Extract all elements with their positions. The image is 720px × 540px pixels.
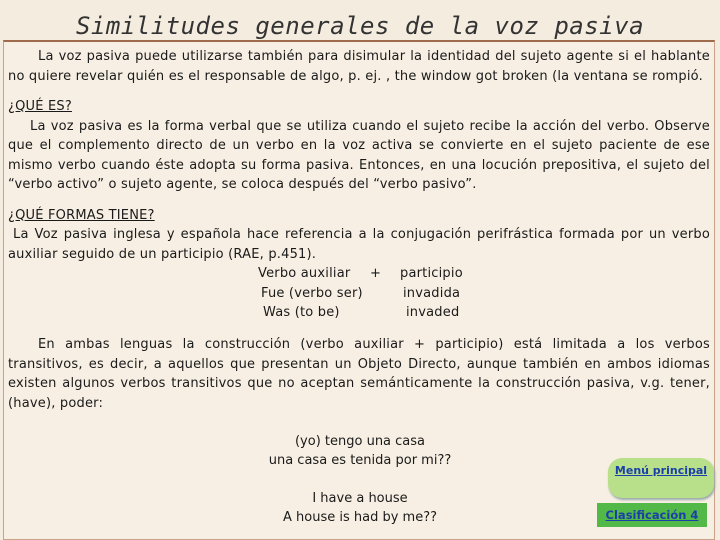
example-line: (yo) tengo una casa — [294, 434, 426, 449]
english-examples — [230, 489, 490, 527]
example-line: una casa es tenida por mi?? — [268, 453, 452, 468]
section-heading-que-es: ¿QUÉ ES? — [8, 99, 72, 114]
definition-paragraph: La voz pasiva es la forma verbal que se utiliza cuando el sujeto recibe la acción del verbo. Observe que el complemento directo de un verbo en la voz activa se convierte en el sujeto paciente de ese mismo verbo cuando éste adopta su forma pasiva. Entonces, en una locución prepositiva, el sujeto del “verbo activo” o sujeto agente, se coloca después del “verbo pasivo”. — [8, 118, 710, 192]
classification-4-button[interactable]: Clasificación 4 — [597, 503, 707, 527]
example-line: A house is had by me?? — [282, 510, 437, 525]
page-title: Similitudes generales de la voz pasiva — [75, 12, 645, 40]
verb-table — [8, 264, 710, 324]
content-body — [8, 47, 710, 413]
section-heading-formas: ¿QUÉ FORMAS TIENE? — [8, 207, 155, 223]
table-header-participle: participio — [400, 266, 463, 281]
main-menu-button[interactable]: Menú principal — [608, 458, 714, 498]
intro-paragraph: La voz pasiva puede utilizarse también para disimular la identidad del sujeto agente si el hablante no quiere revelar quién es el responsable de algo, p. ej. , the window got broken (la ventana se rompió. — [8, 49, 710, 84]
spanish-examples — [230, 432, 490, 470]
table-cell: invadida — [403, 285, 461, 301]
table-plus-sign: + — [370, 266, 382, 281]
forms-paragraph: La Voz pasiva inglesa y española hace referencia a la conjugación perifrástica formada por un verbo auxiliar seguido de un participio (RAE, p.451). — [8, 227, 710, 262]
table-cell: Was (to be) — [263, 305, 340, 320]
table-header-auxiliary: Verbo auxiliar — [258, 266, 351, 281]
transitive-note-paragraph: En ambas lenguas la construcción (verbo auxiliar + participio) está limitada a los verbos transitivos, es decir, a aquellos que presentan un Objeto Directo, aunque también en ambos idiomas existen algunos verbos transitivos que no aceptan semánticamente la construcción pasiva, v.g. tener, (have), poder: — [8, 337, 710, 411]
table-cell: Fue (verbo ser) — [261, 285, 363, 301]
example-line: I have a house — [312, 491, 408, 506]
table-cell: invaded — [406, 305, 460, 320]
